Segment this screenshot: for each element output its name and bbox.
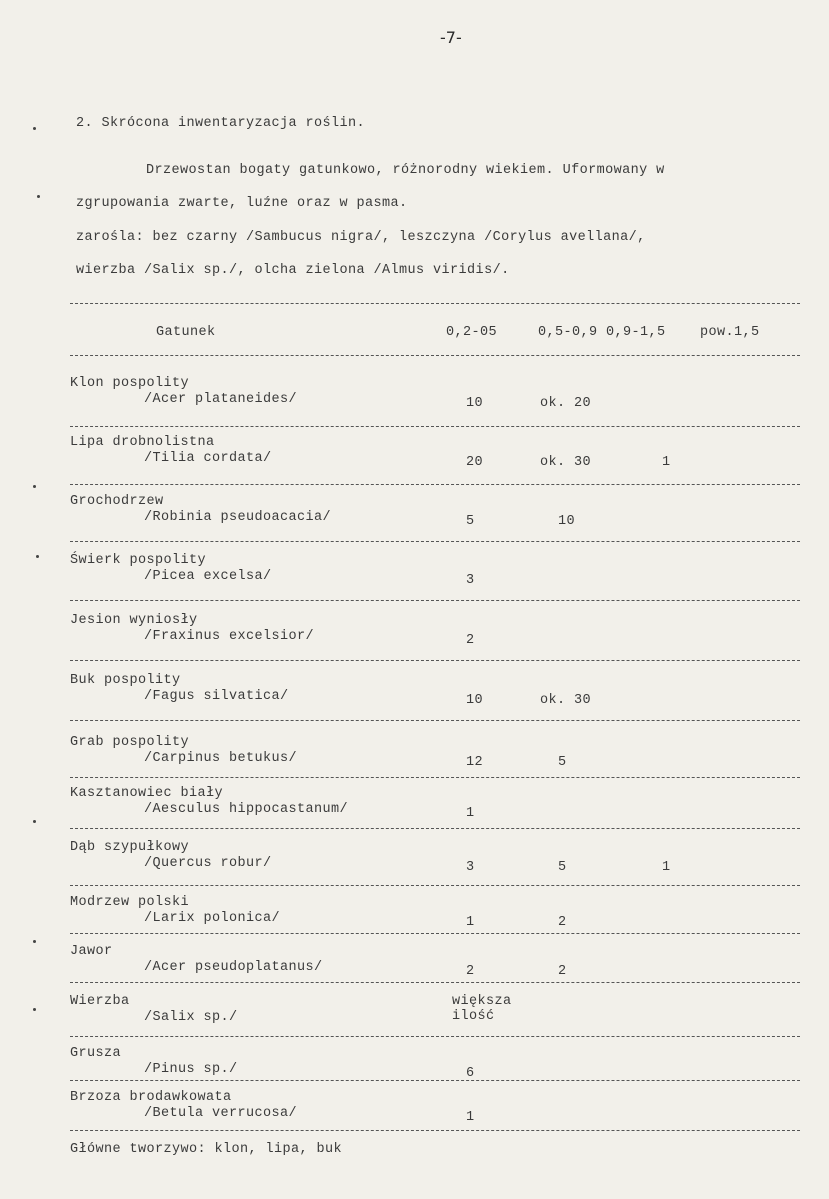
table-rule (70, 1080, 800, 1081)
count-size-2: 2 (558, 964, 567, 979)
count-size-1: 10 (466, 396, 484, 411)
species-name-pl: Kasztanowiec biały (70, 786, 224, 801)
species-name-latin: /Salix sp./ (144, 1010, 238, 1025)
table-rule (70, 541, 800, 542)
table-rule (70, 720, 800, 721)
count-size-1: 1 (466, 915, 475, 930)
count-size-1: 2 (466, 964, 475, 979)
species-name-latin: /Carpinus betukus/ (144, 751, 298, 766)
count-size-1: 1 (466, 806, 475, 821)
species-name-pl: Modrzew polski (70, 895, 190, 910)
count-size-1: 20 (466, 455, 484, 470)
species-name-latin: /Acer plataneides/ (144, 392, 298, 407)
count-size-1: 6 (466, 1066, 475, 1081)
count-size-1: 12 (466, 755, 484, 770)
count-size-1: 2 (466, 633, 475, 648)
section-heading: 2. Skrócona inwentaryzacja roślin. (76, 116, 366, 131)
count-size-1: 1 (466, 1110, 475, 1125)
table-rule (70, 885, 800, 886)
count-size-1: 3 (466, 573, 475, 588)
header-species: Gatunek (156, 325, 216, 340)
header-size-2: 0,5-0,9 (538, 325, 598, 340)
count-size-1: 3 (466, 860, 475, 875)
count-size-3: 1 (662, 455, 671, 470)
species-name-latin: /Aesculus hippocastanum/ (144, 802, 349, 817)
species-name-latin: /Fagus silvatica/ (144, 689, 289, 704)
species-name-pl: Klon pospolity (70, 376, 190, 391)
species-name-latin: /Larix polonica/ (144, 911, 281, 926)
intro-line: zarośla: bez czarny /Sambucus nigra/, leszczyna /Corylus avellana/, (76, 230, 646, 245)
species-name-pl: Wierzba (70, 994, 130, 1009)
species-name-latin: /Pinus sp./ (144, 1062, 238, 1077)
species-name-pl: Jesion wyniosły (70, 613, 198, 628)
table-rule (70, 982, 800, 983)
count-size-1: 10 (466, 693, 484, 708)
species-name-latin: /Betula verrucosa/ (144, 1106, 298, 1121)
intro-line: zgrupowania zwarte, luźne oraz w pasma. (76, 196, 408, 211)
margin-mark (36, 555, 39, 558)
table-rule (70, 426, 800, 427)
footer-note: Główne tworzywo: klon, lipa, buk (70, 1142, 343, 1157)
count-size-1: 5 (466, 514, 475, 529)
table-rule (70, 303, 800, 304)
margin-mark (33, 940, 36, 943)
margin-mark (33, 485, 36, 488)
page-number: -7- (440, 28, 462, 47)
intro-line: wierzba /Salix sp./, olcha zielona /Almus viridis/. (76, 263, 510, 278)
header-size-1: 0,2-05 (446, 325, 498, 340)
species-name-latin: /Quercus robur/ (144, 856, 272, 871)
species-name-pl: Dąb szypułkowy (70, 840, 190, 855)
species-name-latin: /Robinia pseudoacacia/ (144, 510, 332, 525)
margin-mark (33, 820, 36, 823)
species-name-pl: Grab pospolity (70, 735, 190, 750)
table-rule (70, 1036, 800, 1037)
species-name-pl: Grusza (70, 1046, 122, 1061)
species-name-latin: /Acer pseudoplatanus/ (144, 960, 323, 975)
count-size-2: 5 (558, 860, 567, 875)
count-size-3: 1 (662, 860, 671, 875)
margin-mark (37, 195, 40, 198)
count-size-2: 10 (558, 514, 576, 529)
count-size-2: ok. 20 (540, 396, 592, 411)
table-rule (70, 600, 800, 601)
table-rule (70, 660, 800, 661)
header-size-3: 0,9-1,5 (606, 325, 666, 340)
species-name-latin: /Fraxinus excelsior/ (144, 629, 315, 644)
margin-mark (33, 1008, 36, 1011)
count-size-2: 5 (558, 755, 567, 770)
species-name-pl: Świerk pospolity (70, 553, 207, 568)
header-size-4: pow.1,5 (700, 325, 760, 340)
count-size-2: ok. 30 (540, 693, 592, 708)
table-rule (70, 484, 800, 485)
intro-line: Drzewostan bogaty gatunkowo, różnorodny wiekiem. Uformowany w (146, 163, 665, 178)
species-name-pl: Lipa drobnolistna (70, 435, 215, 450)
table-rule (70, 828, 800, 829)
table-rule (70, 933, 800, 934)
table-rule (70, 1130, 800, 1131)
margin-mark (33, 127, 36, 130)
count-size-1: większa ilość (452, 994, 512, 1024)
table-rule (70, 777, 800, 778)
species-name-pl: Jawor (70, 944, 113, 959)
count-size-2: 2 (558, 915, 567, 930)
species-name-latin: /Tilia cordata/ (144, 451, 272, 466)
species-name-latin: /Picea excelsa/ (144, 569, 272, 584)
table-rule (70, 355, 800, 356)
species-name-pl: Grochodrzew (70, 494, 164, 509)
count-size-2: ok. 30 (540, 455, 592, 470)
species-name-pl: Buk pospolity (70, 673, 181, 688)
species-name-pl: Brzoza brodawkowata (70, 1090, 232, 1105)
